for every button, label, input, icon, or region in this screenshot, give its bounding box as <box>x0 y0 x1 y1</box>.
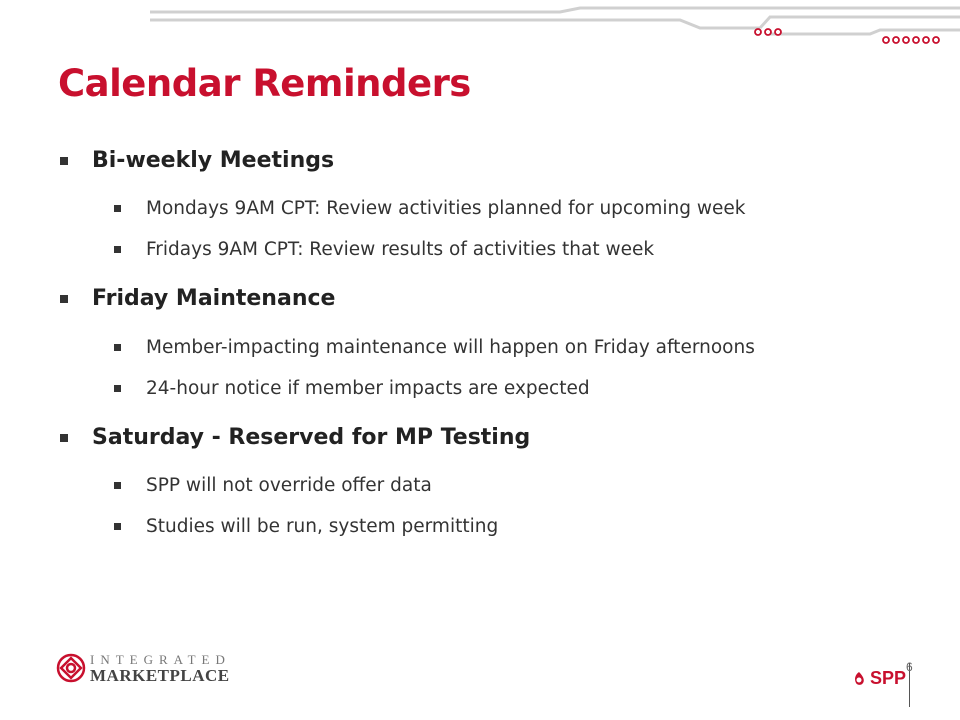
sub-bullet-item <box>114 239 654 260</box>
page-number: 6 <box>906 660 913 674</box>
bullet-item-friday-maintenance <box>60 286 335 311</box>
integrated-marketplace-logo <box>55 652 231 689</box>
square-bullet-icon <box>114 385 121 392</box>
square-bullet-icon <box>60 295 68 303</box>
bullet-text: Friday Maintenance <box>92 286 336 311</box>
sub-bullet-item <box>114 516 498 537</box>
spp-logo-text: SPP <box>870 668 907 688</box>
bullet-item-saturday-testing <box>60 425 530 450</box>
square-bullet-icon <box>60 434 68 442</box>
integrated-marketplace-logo-icon <box>55 652 87 684</box>
logo-line-marketplace: MARKETPLACE <box>90 666 230 685</box>
spp-logo <box>852 668 906 689</box>
sub-bullet-item <box>114 198 746 219</box>
logo-line-integrated: INTEGRATED <box>90 652 231 667</box>
square-bullet-icon <box>114 205 121 212</box>
square-bullet-icon <box>114 246 121 253</box>
spp-logo-icon <box>852 671 866 687</box>
square-bullet-icon <box>114 482 121 489</box>
sub-bullet-text: Member-impacting maintenance will happen on Friday afternoons <box>146 337 755 358</box>
header-decoration <box>0 0 960 60</box>
square-bullet-icon <box>60 157 68 165</box>
sub-bullet-text: Studies will be run, system permitting <box>146 516 499 537</box>
sub-bullet-item <box>114 337 755 358</box>
sub-bullet-text: 24-hour notice if member impacts are expected <box>146 378 590 399</box>
bullet-text: Bi-weekly Meetings <box>92 148 335 173</box>
bullet-text: Saturday - Reserved for MP Testing <box>92 425 531 450</box>
sub-bullet-item <box>114 475 432 496</box>
sub-bullet-text: Mondays 9AM CPT: Review activities planned for upcoming week <box>146 198 746 219</box>
sub-bullet-item <box>114 378 590 399</box>
square-bullet-icon <box>114 523 121 530</box>
square-bullet-icon <box>114 344 121 351</box>
sub-bullet-text: Fridays 9AM CPT: Review results of activities that week <box>146 239 655 260</box>
slide-title: Calendar Reminders <box>58 62 471 105</box>
bullet-item-biweekly-meetings <box>60 148 334 173</box>
sub-bullet-text: SPP will not override offer data <box>146 475 432 496</box>
